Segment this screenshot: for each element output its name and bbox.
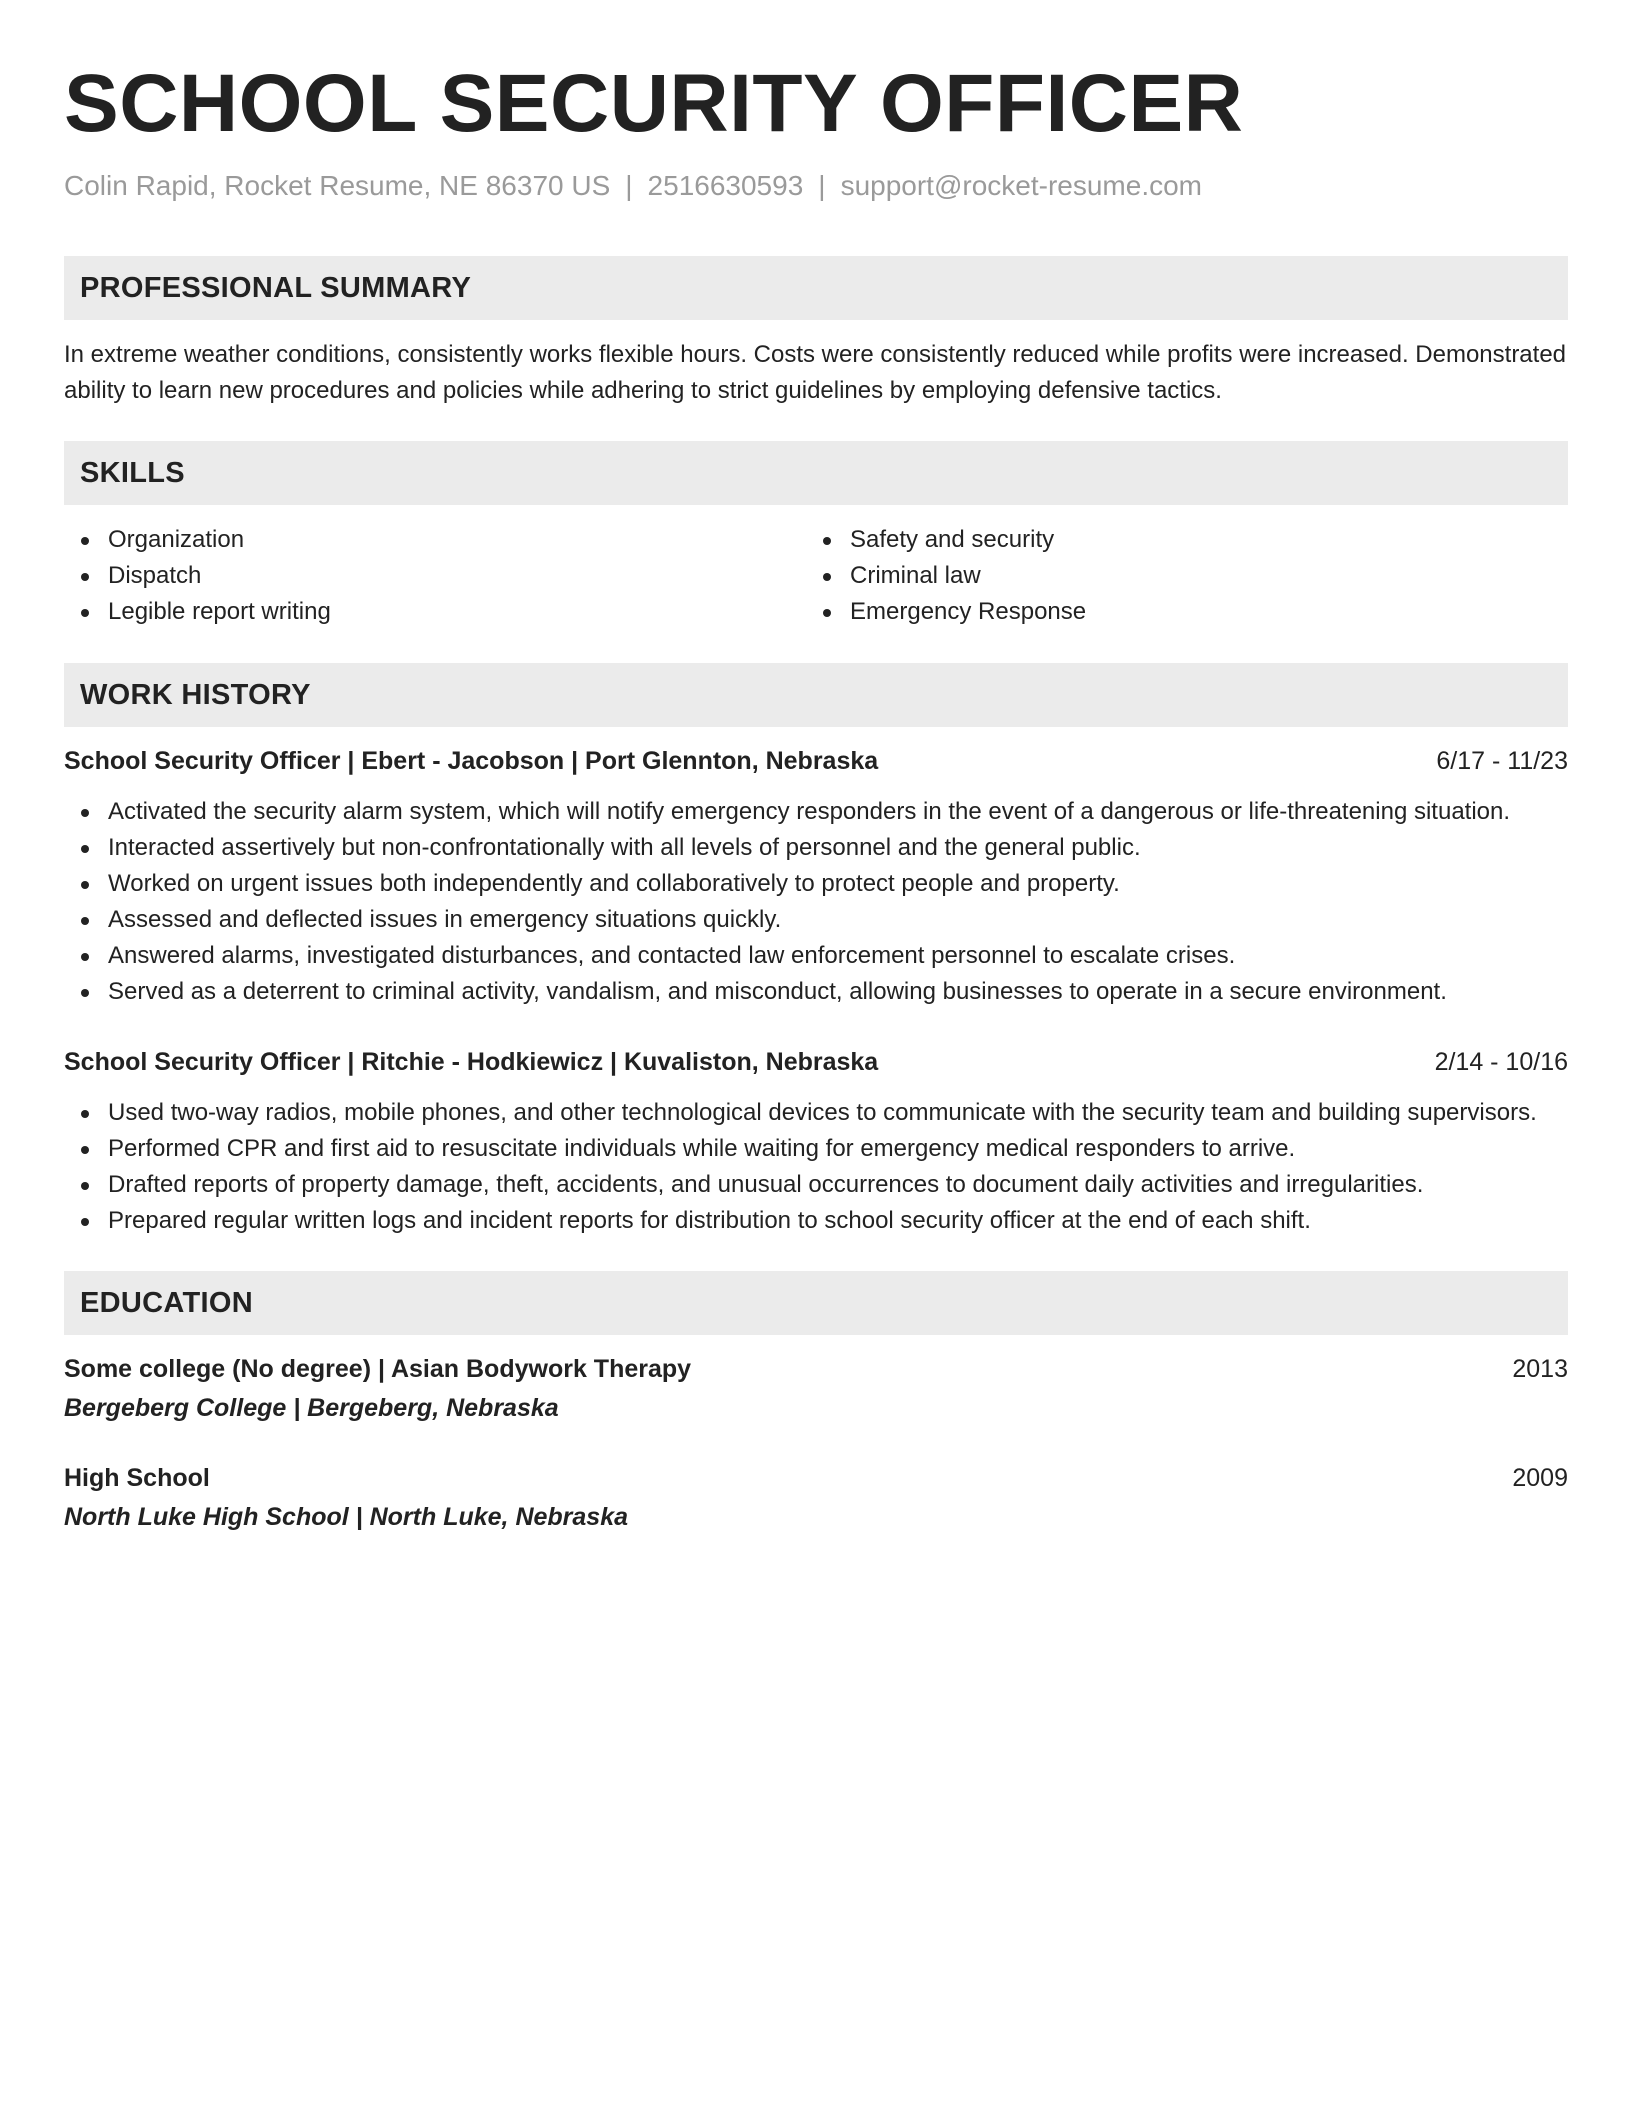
job-bullet: Interacted assertively but non-confrontationally with all levels of personnel and the general public. [64, 830, 1568, 866]
skill-item: Legible report writing [64, 594, 806, 630]
skill-item: Safety and security [806, 522, 1548, 558]
contact-email: support@rocket-resume.com [840, 170, 1202, 201]
job-bullets [64, 1095, 1568, 1239]
job-entry [64, 743, 1568, 1010]
contact-separator: | [818, 170, 826, 201]
education-header [64, 1351, 1568, 1387]
education-year: 2013 [1512, 1355, 1568, 1383]
job-bullet: Performed CPR and first aid to resuscitate individuals while waiting for emergency medical responders to arrive. [64, 1131, 1568, 1167]
job-bullet: Worked on urgent issues both independently and collaboratively to protect people and property. [64, 866, 1568, 902]
contact-phone: 2516630593 [647, 170, 804, 201]
job-bullets [64, 794, 1568, 1010]
skills-list [64, 522, 1568, 630]
job-title: School Security Officer | Ebert - Jacobson | Port Glennton, Nebraska [64, 747, 879, 775]
section-heading-work-history: WORK HISTORY [64, 663, 1568, 727]
summary-text: In extreme weather conditions, consistently works flexible hours. Costs were consistently reduced while profits were increased. Demonstrated ability to learn new procedures and policies while adhering to strict guidelines by employing defensive tactics. [64, 341, 1567, 404]
skill-item: Dispatch [64, 558, 806, 594]
education-degree: Some college (No degree) | Asian Bodywork Therapy [64, 1355, 692, 1383]
skill-item: Emergency Response [806, 594, 1548, 630]
education-entry [64, 1460, 1568, 1535]
job-dates: 6/17 - 11/23 [1436, 747, 1568, 775]
contact-address: Colin Rapid, Rocket Resume, NE 86370 US [64, 170, 611, 201]
contact-separator: | [625, 170, 633, 201]
job-bullet: Assessed and deflected issues in emergency situations quickly. [64, 902, 1568, 938]
job-bullet: Prepared regular written logs and incident reports for distribution to school security officer at the end of each shift. [64, 1203, 1568, 1239]
job-bullet: Answered alarms, investigated disturbances, and contacted law enforcement personnel to escalate crises. [64, 938, 1568, 974]
resume-title: SCHOOL SECURITY OFFICER [64, 58, 1244, 149]
section-heading-summary: PROFESSIONAL SUMMARY [64, 256, 1568, 320]
job-bullet: Drafted reports of property damage, theft, accidents, and unusual occurrences to document daily activities and irregularities. [64, 1167, 1568, 1203]
job-bullet: Activated the security alarm system, which will notify emergency responders in the event of a dangerous or life-threatening situation. [64, 794, 1568, 830]
education-year: 2009 [1512, 1464, 1568, 1492]
skills-column-right [806, 522, 1548, 630]
skill-item: Organization [64, 522, 806, 558]
job-header [64, 743, 1568, 779]
job-header [64, 1044, 1568, 1080]
education-header [64, 1460, 1568, 1496]
education-entry [64, 1351, 1568, 1426]
job-bullet: Served as a deterrent to criminal activity, vandalism, and misconduct, allowing businesses to operate in a secure environment. [64, 974, 1568, 1010]
education-school: North Luke High School | North Luke, Nebraska [64, 1503, 629, 1531]
skill-item: Criminal law [806, 558, 1548, 594]
education-school: Bergeberg College | Bergeberg, Nebraska [64, 1394, 559, 1422]
job-title: School Security Officer | Ritchie - Hodkiewicz | Kuvaliston, Nebraska [64, 1048, 879, 1076]
section-heading-education: EDUCATION [64, 1271, 1568, 1335]
section-heading-skills: SKILLS [64, 441, 1568, 505]
skills-column-left [64, 522, 806, 630]
job-entry [64, 1044, 1568, 1239]
job-dates: 2/14 - 10/16 [1434, 1048, 1568, 1076]
contact-line [64, 168, 1568, 204]
education-degree: High School [64, 1464, 210, 1492]
job-bullet: Used two-way radios, mobile phones, and other technological devices to communicate with the security team and building supervisors. [64, 1095, 1568, 1131]
